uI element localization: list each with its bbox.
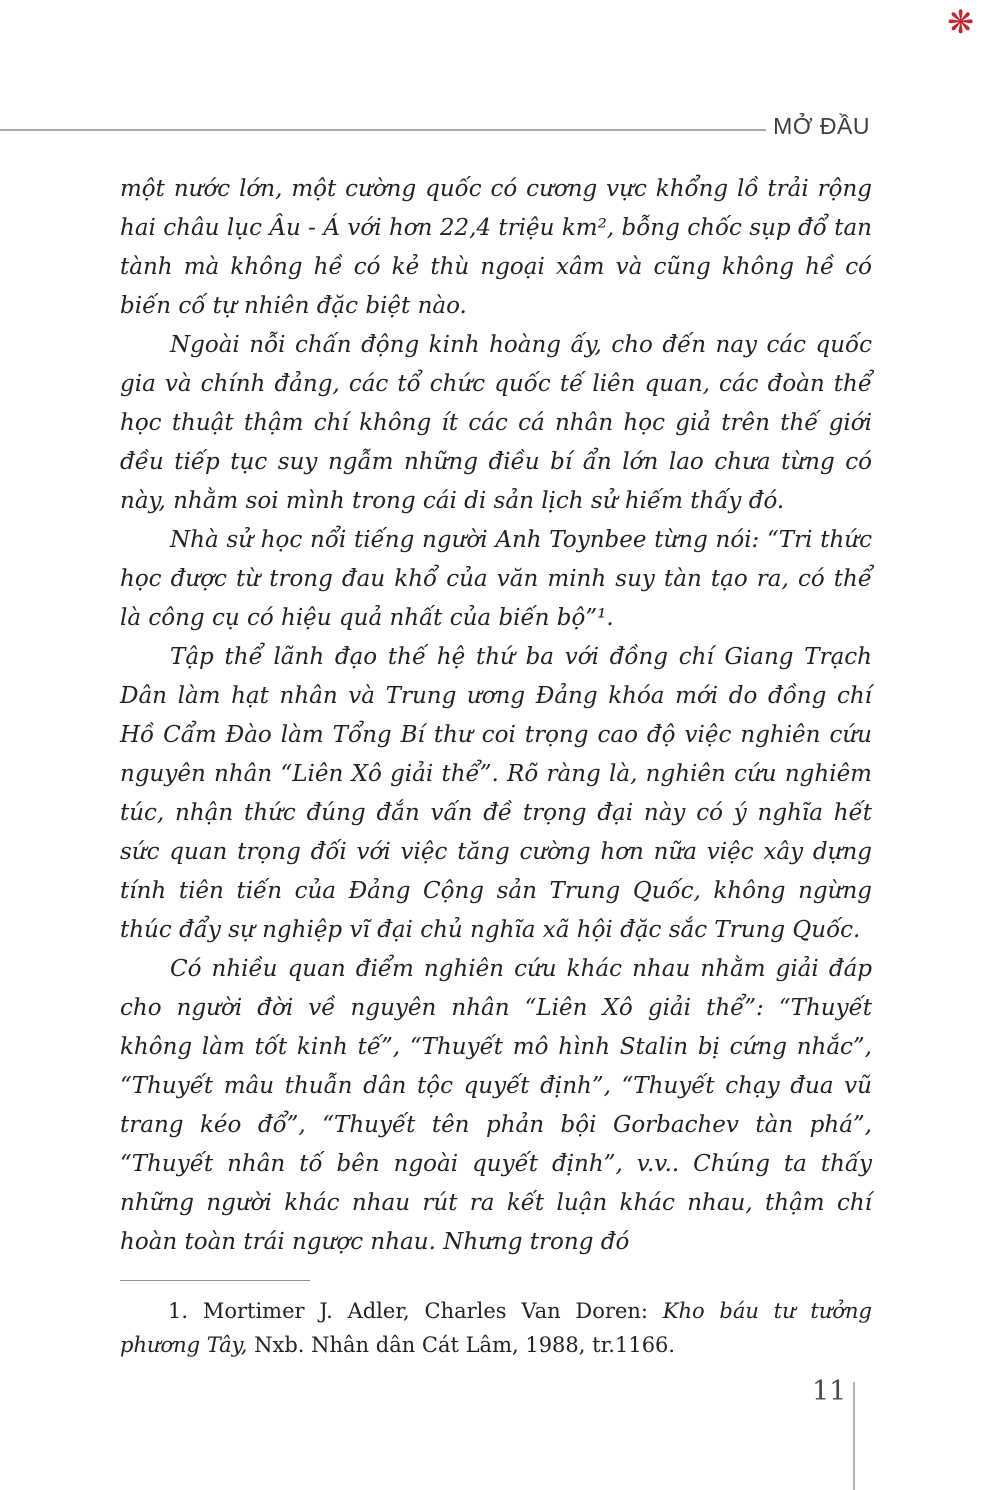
- page-number-rule: [853, 1382, 855, 1490]
- footnote-citation-prefix: 1. Mortimer J. Adler, Charles Van Doren:: [168, 1299, 663, 1323]
- paragraph: Ngoài nỗi chấn động kinh hoàng ấy, cho đến nay các quốc gia và chính đảng, các tổ chức quốc tế liên quan, các đoàn thể học thuật thậm chí không ít các cá nhân học giả trên thế giới đều tiếp tục suy ngẫm những điều bí ẩn lớn lao chưa từng có này, nhằm soi mình trong cái di sản lịch sử hiếm thấy đó.: [120, 332, 872, 514]
- paragraph: một nước lớn, một cường quốc có cương vực khổng lồ trải rộng hai châu lục Âu - Á với hơn 22,4 triệu km², bỗng chốc sụp đổ tan tành mà không hề có kẻ thù ngoại xâm và cũng không hề có biến cố tự nhiên đặc biệt nào.: [120, 176, 872, 319]
- footnote-rule: [120, 1280, 310, 1281]
- header-rule: [0, 129, 766, 131]
- page-body: [120, 170, 872, 1262]
- paragraph: Có nhiều quan điểm nghiên cứu khác nhau nhằm giải đáp cho người đời về nguyên nhân “Liên Xô giải thể”: “Thuyết không làm tốt kinh tế”, “Thuyết mô hình Stalin bị cứng nhắc”, “Thuyết mâu thuẫn dân tộc quyết định”, “Thuyết chạy đua vũ trang kéo đổ”, “Thuyết tên phản bội Gorbachev tàn phá”, “Thuyết nhân tố bên ngoài quyết định”, v.v.. Chúng ta thấy những người khác nhau rút ra kết luận khác nhau, thậm chí hoàn toàn trái ngược nhau. Nhưng trong đó: [120, 956, 872, 1255]
- footnote-block: [120, 1280, 872, 1362]
- page-number: 11: [812, 1376, 847, 1407]
- flower-ornament-icon: ❋: [947, 3, 974, 41]
- footnote-text: [120, 1294, 872, 1362]
- footnote-citation-title: Kho báu tư tưởng phương Tây,: [120, 1299, 872, 1357]
- paragraph: Tập thể lãnh đạo thế hệ thứ ba với đồng chí Giang Trạch Dân làm hạt nhân và Trung ương Đảng khóa mới do đồng chí Hồ Cẩm Đào làm Tổng Bí thư coi trọng cao độ việc nghiên cứu nguyên nhân “Liên Xô giải thể”. Rõ ràng là, nghiên cứu nghiêm túc, nhận thức đúng đắn vấn đề trọng đại này có ý nghĩa hết sức quan trọng đối với việc tăng cường hơn nữa việc xây dựng tính tiên tiến của Đảng Cộng sản Trung Quốc, không ngừng thúc đẩy sự nghiệp vĩ đại chủ nghĩa xã hội đặc sắc Trung Quốc.: [120, 644, 872, 943]
- running-header: MỞ ĐẦU: [773, 113, 870, 139]
- footnote-citation-suffix: Nxb. Nhân dân Cát Lâm, 1988, tr.1166.: [247, 1333, 676, 1357]
- paragraph: Nhà sử học nổi tiếng người Anh Toynbee từng nói: “Tri thức học được từ trong đau khổ của văn minh suy tàn tạo ra, có thể là công cụ có hiệu quả nhất của biến bộ”¹.: [120, 527, 872, 631]
